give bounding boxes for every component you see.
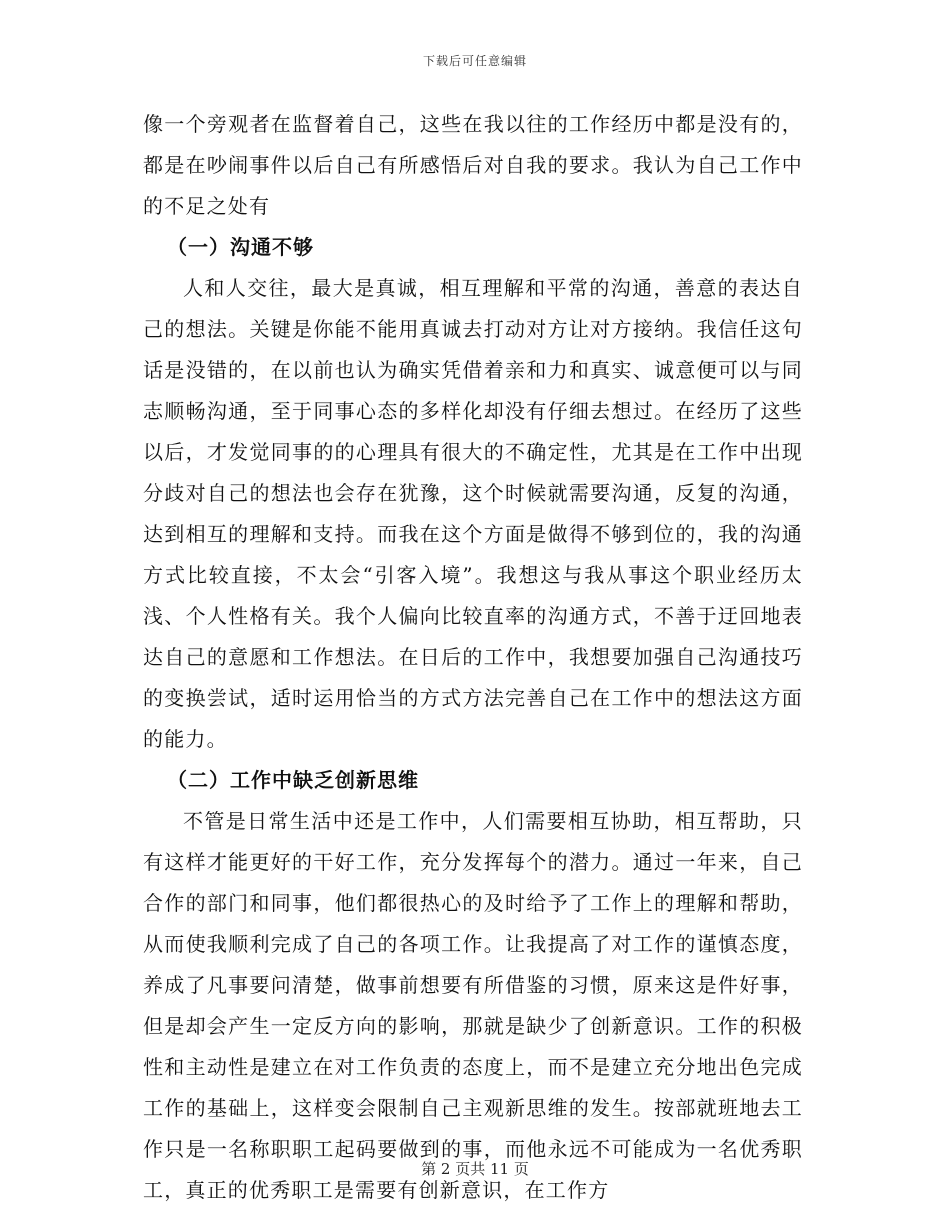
- section-heading-communication: （一）沟通不够: [167, 235, 314, 259]
- paragraph-continuation: 像一个旁观者在监督着自己，这些在我以往的工作经历中都是没有的，都是在吵闹事件以后自己有所感悟后对自我的要求。我认为自己工作中的不足之处有: [143, 112, 803, 218]
- paragraph-communication: 人和人交往，最大是真诚，相互理解和平常的沟通，善意的表达自己的想法。关键是你能不能用真诚去打动对方让对方接纳。我信任这句话是没错的，在以前也认为确实凭借着亲和力和真实、诚意便可以与同志顺畅沟通，至于同事心态的多样化却没有仔细去想过。在经历了这些以后，才发觉同事的的心理具有很大的不确定性，尤其是在工作中出现分歧对自己的想法也会存在犹豫，这个时候就需要沟通，反复的沟通，达到相互的理解和支持。而我在这个方面是做得不够到位的，我的沟通方式比较直接，不太会“引客入境”。我想这与我从事这个职业经历太浅、个人性格有关。我个人偏向比较直率的沟通方式，不善于迂回地表达自己的意愿和工作想法。在日后的工作中，我想要加强自己沟通技巧的变换尝试，适时运用恰当的方式方法完善自己在工作中的想法这方面的能力。: [143, 276, 803, 751]
- paragraph-innovation: 不管是日常生活中还是工作中，人们需要相互协助，相互帮助，只有这样才能更好的干好工作，充分发挥每个的潜力。通过一年来，自己合作的部门和同事，他们都很热心的及时给予了工作上的理解和帮助，从而使我顺利完成了自己的各项工作。让我提高了对工作的谨慎态度，养成了凡事要问清楚，做事前想要有所借鉴的习惯，原来这是件好事，但是却会产生一定反方向的影响，那就是缺少了创新意识。工作的积极性和主动性是建立在对工作负责的态度上，而不是建立充分地出色完成工作的基础上，这样变会限制自己主观新思维的发生。按部就班地去工作只是一名称职职工起码要做到的事，而他永远不可能成为一名优秀职工，真正的优秀职工是需要有创新意识，在工作方: [143, 809, 803, 1202]
- page-number: 第 2 页共 11 页: [421, 1160, 529, 1178]
- document-body: [143, 104, 803, 1211]
- page-header: 下载后可任意编辑: [422, 54, 527, 68]
- section-heading-innovation: （二）工作中缺乏创新思维: [167, 768, 419, 792]
